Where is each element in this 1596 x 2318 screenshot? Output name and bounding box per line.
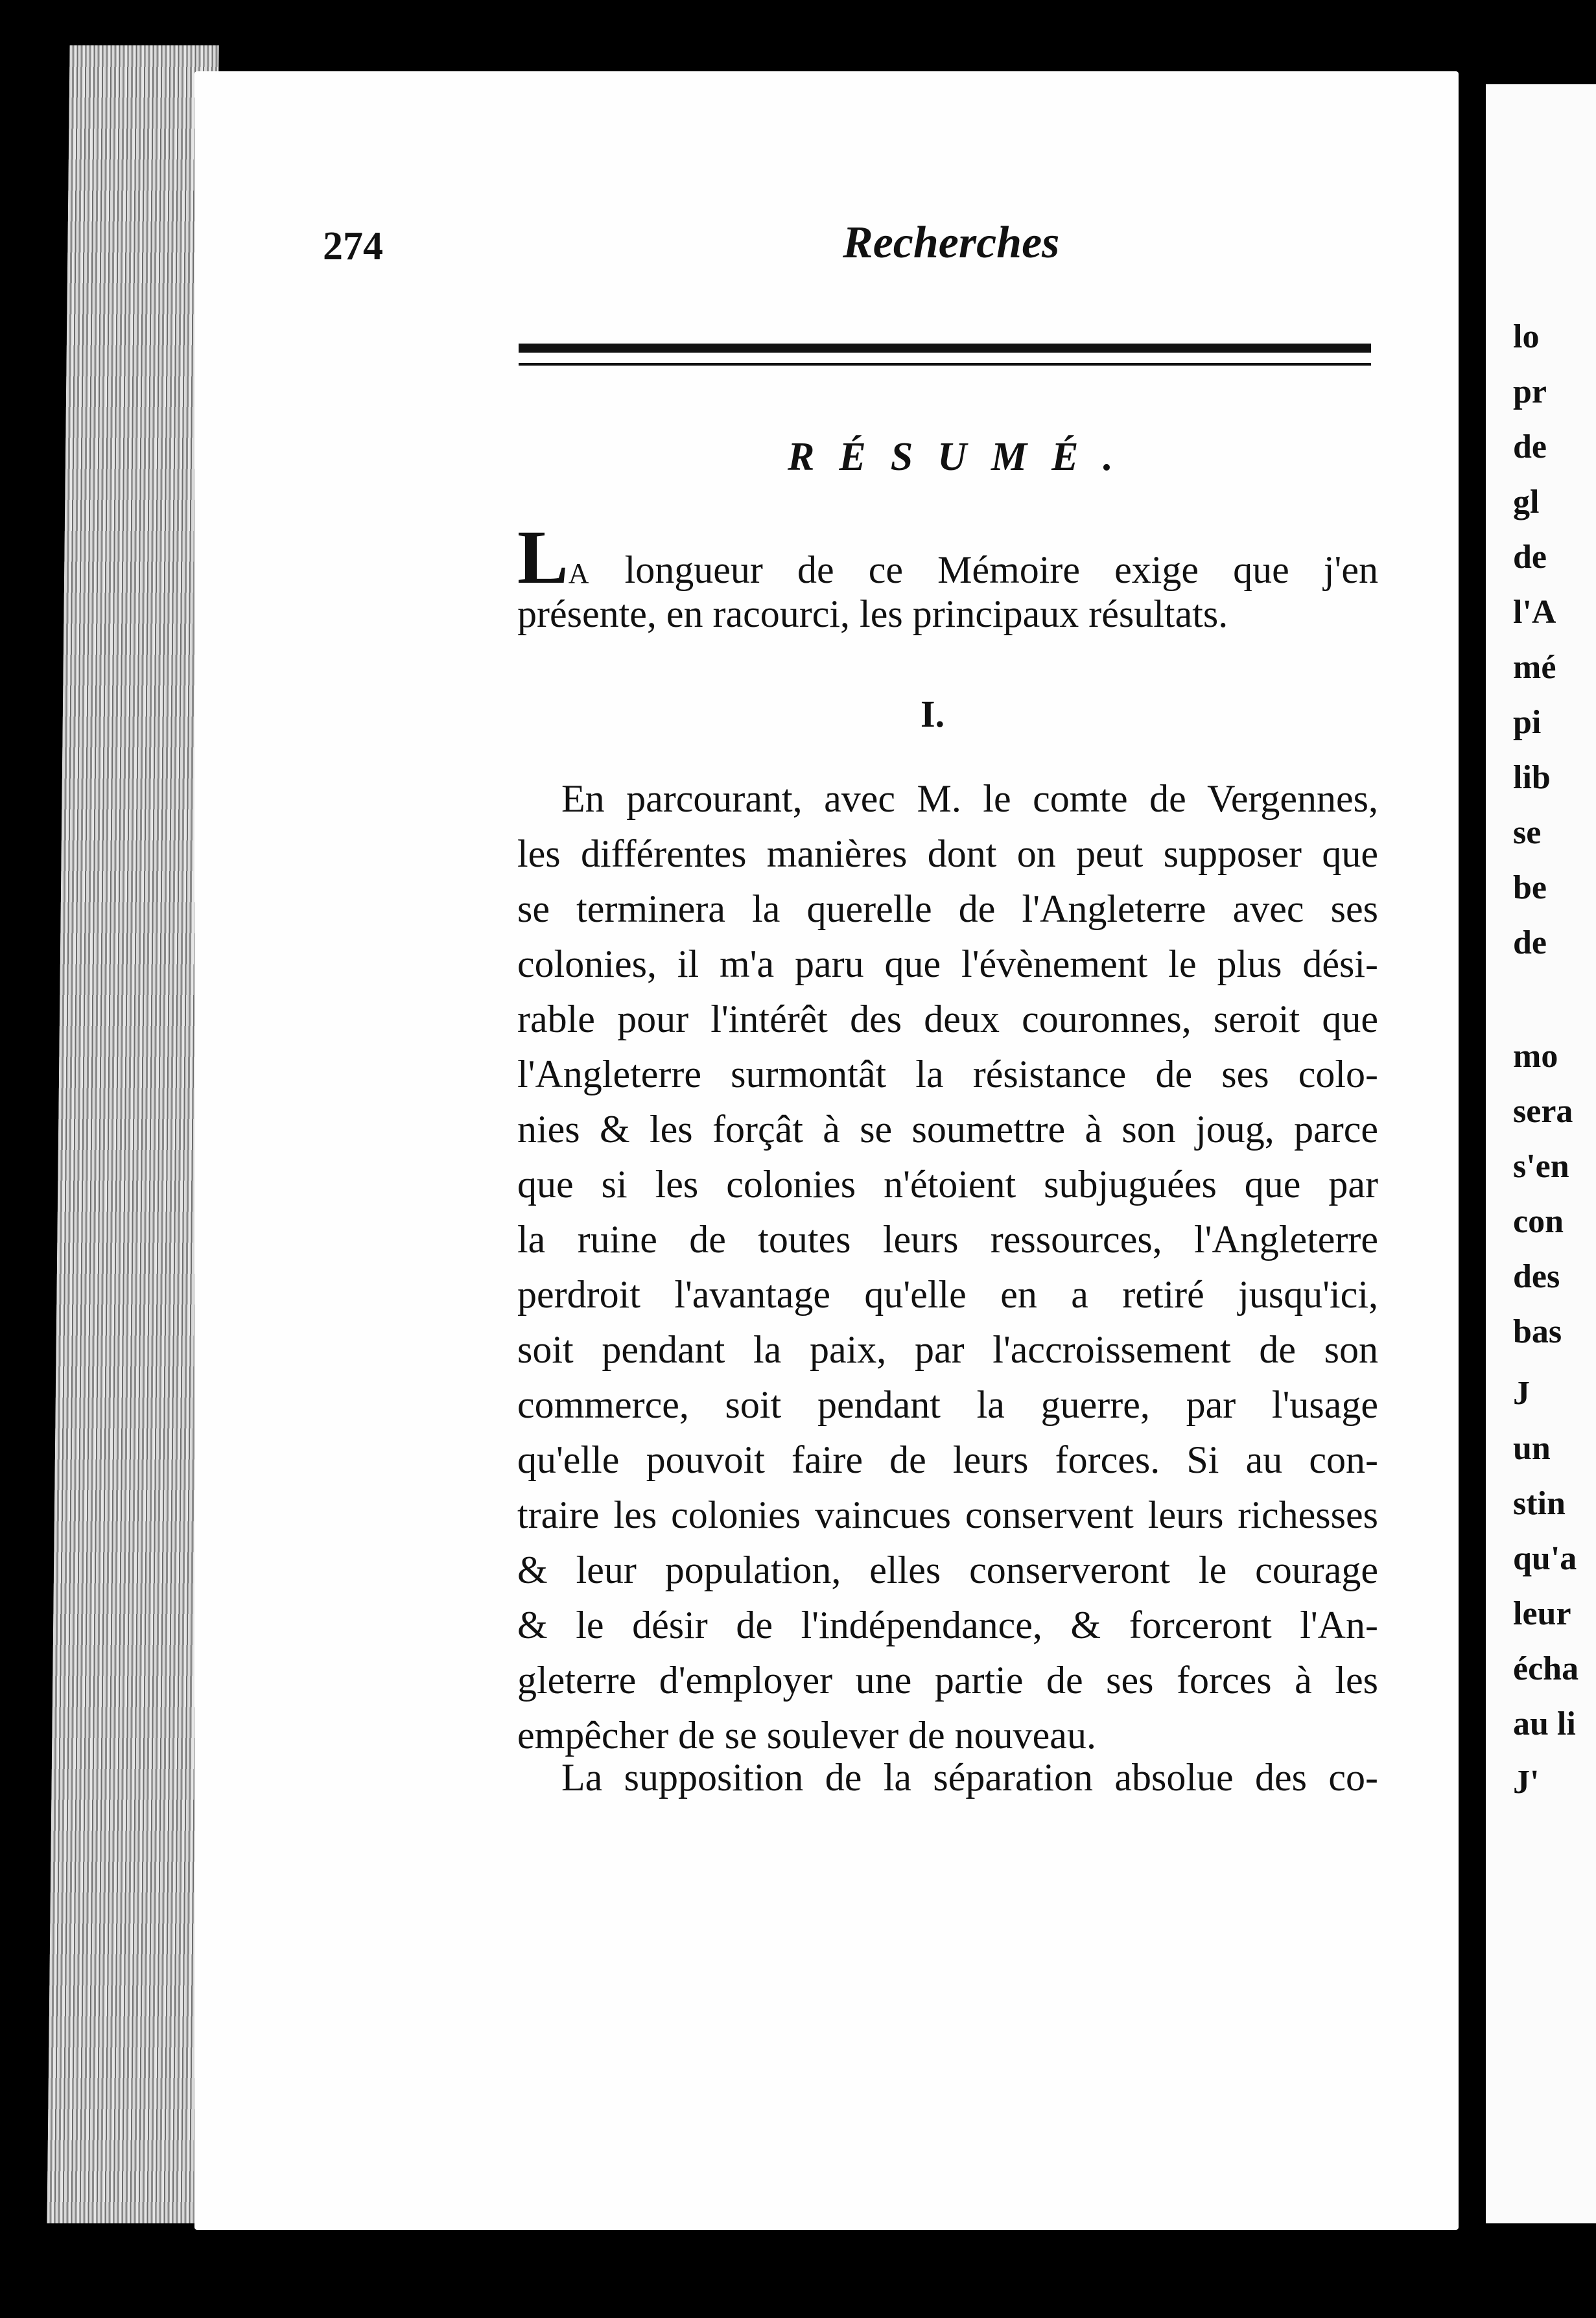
text-line: perdroit l'avantage qu'elle en a retiré jusqu'ici, <box>517 1273 1378 1316</box>
facing-fragment: se <box>1513 814 1542 851</box>
text-line: commerce, soit pendant la guerre, par l'usage <box>517 1383 1378 1426</box>
facing-fragment: qu'a <box>1513 1540 1577 1577</box>
text-line: traire les colonies vaincues conservent leurs richesses <box>517 1493 1378 1536</box>
text-line: La supposition de la séparation absolue des co- <box>561 1756 1378 1799</box>
section-title: RÉSUMÉ. <box>788 435 1138 479</box>
facing-fragment: au li <box>1513 1705 1576 1742</box>
facing-fragment: de <box>1513 924 1547 961</box>
paragraph-2 <box>517 1750 1378 1805</box>
text-line: empêcher de se soulever de nouveau. <box>517 1714 1096 1757</box>
drop-cap: L <box>517 515 569 600</box>
text-line: colonies, il m'a paru que l'évènement le plus dési- <box>517 942 1378 985</box>
running-head: Recherches <box>843 218 1060 268</box>
facing-fragment: mo <box>1513 1038 1558 1075</box>
text-line: & le désir de l'indépendance, & forceront l'An- <box>517 1604 1378 1646</box>
facing-fragment: s'en <box>1513 1148 1569 1185</box>
small-caps: A <box>568 557 591 589</box>
facing-fragment: lo <box>1513 318 1540 355</box>
text-line: qu'elle pouvoit faire de leurs forces. Si au con- <box>517 1438 1378 1481</box>
text-line: soit pendant la paix, par l'accroissement de son <box>517 1328 1378 1371</box>
facing-fragment: écha <box>1513 1650 1579 1687</box>
facing-fragment: J' <box>1513 1764 1540 1801</box>
text-line: se terminera la querelle de l'Angleterre avec ses <box>517 887 1378 930</box>
facing-fragment: gl <box>1513 484 1540 521</box>
facing-fragment: mé <box>1513 649 1556 686</box>
facing-fragment: pi <box>1513 704 1542 741</box>
intro-line: présente, en racourci, les principaux résultats. <box>517 592 1228 635</box>
header-rule-thin <box>519 363 1371 366</box>
facing-fragment: con <box>1513 1203 1564 1240</box>
text-line: que si les colonies n'étoient subjuguées que par <box>517 1163 1378 1206</box>
facing-fragment: un <box>1513 1430 1551 1467</box>
intro-line-text: longueur de ce Mémoire exige que j'en <box>590 548 1378 591</box>
text-line: nies & les forçât à se soumettre à son joug, parce <box>517 1108 1378 1151</box>
text-line: gleterre d'employer une partie de ses forces à les <box>517 1659 1378 1702</box>
section-number: I. <box>921 693 945 735</box>
text-line: & leur population, elles conserveront le courage <box>517 1549 1378 1591</box>
text-line: la ruine de toutes leurs ressources, l'Angleterre <box>517 1218 1378 1261</box>
facing-fragment: sera <box>1513 1093 1573 1130</box>
facing-fragment: J <box>1513 1375 1530 1412</box>
facing-fragment: l'A <box>1513 594 1556 631</box>
facing-fragment: des <box>1513 1258 1560 1295</box>
facing-fragment: pr <box>1513 373 1547 410</box>
facing-fragment: leur <box>1513 1595 1571 1632</box>
page-number: 274 <box>323 224 383 268</box>
book-edge <box>47 45 218 2223</box>
facing-fragment: de <box>1513 539 1547 576</box>
text-line: l'Angleterre surmontât la résistance de ses colo- <box>517 1053 1378 1095</box>
text-line: rable pour l'intérêt des deux couronnes, seroit que <box>517 998 1378 1040</box>
right-page <box>1486 84 1596 2223</box>
facing-fragment: bas <box>1513 1313 1562 1350</box>
intro-paragraph <box>517 515 1378 642</box>
header-rule-thick <box>519 344 1371 353</box>
facing-fragment: lib <box>1513 759 1551 796</box>
text-line: En parcourant, avec M. le comte de Vergennes, <box>561 777 1378 820</box>
facing-fragment: de <box>1513 428 1547 465</box>
text-line: les différentes manières dont on peut supposer que <box>517 832 1378 875</box>
intro-line <box>517 515 1378 600</box>
facing-fragment: be <box>1513 869 1547 906</box>
facing-fragment: stin <box>1513 1485 1566 1522</box>
paragraph-1 <box>517 771 1378 1763</box>
